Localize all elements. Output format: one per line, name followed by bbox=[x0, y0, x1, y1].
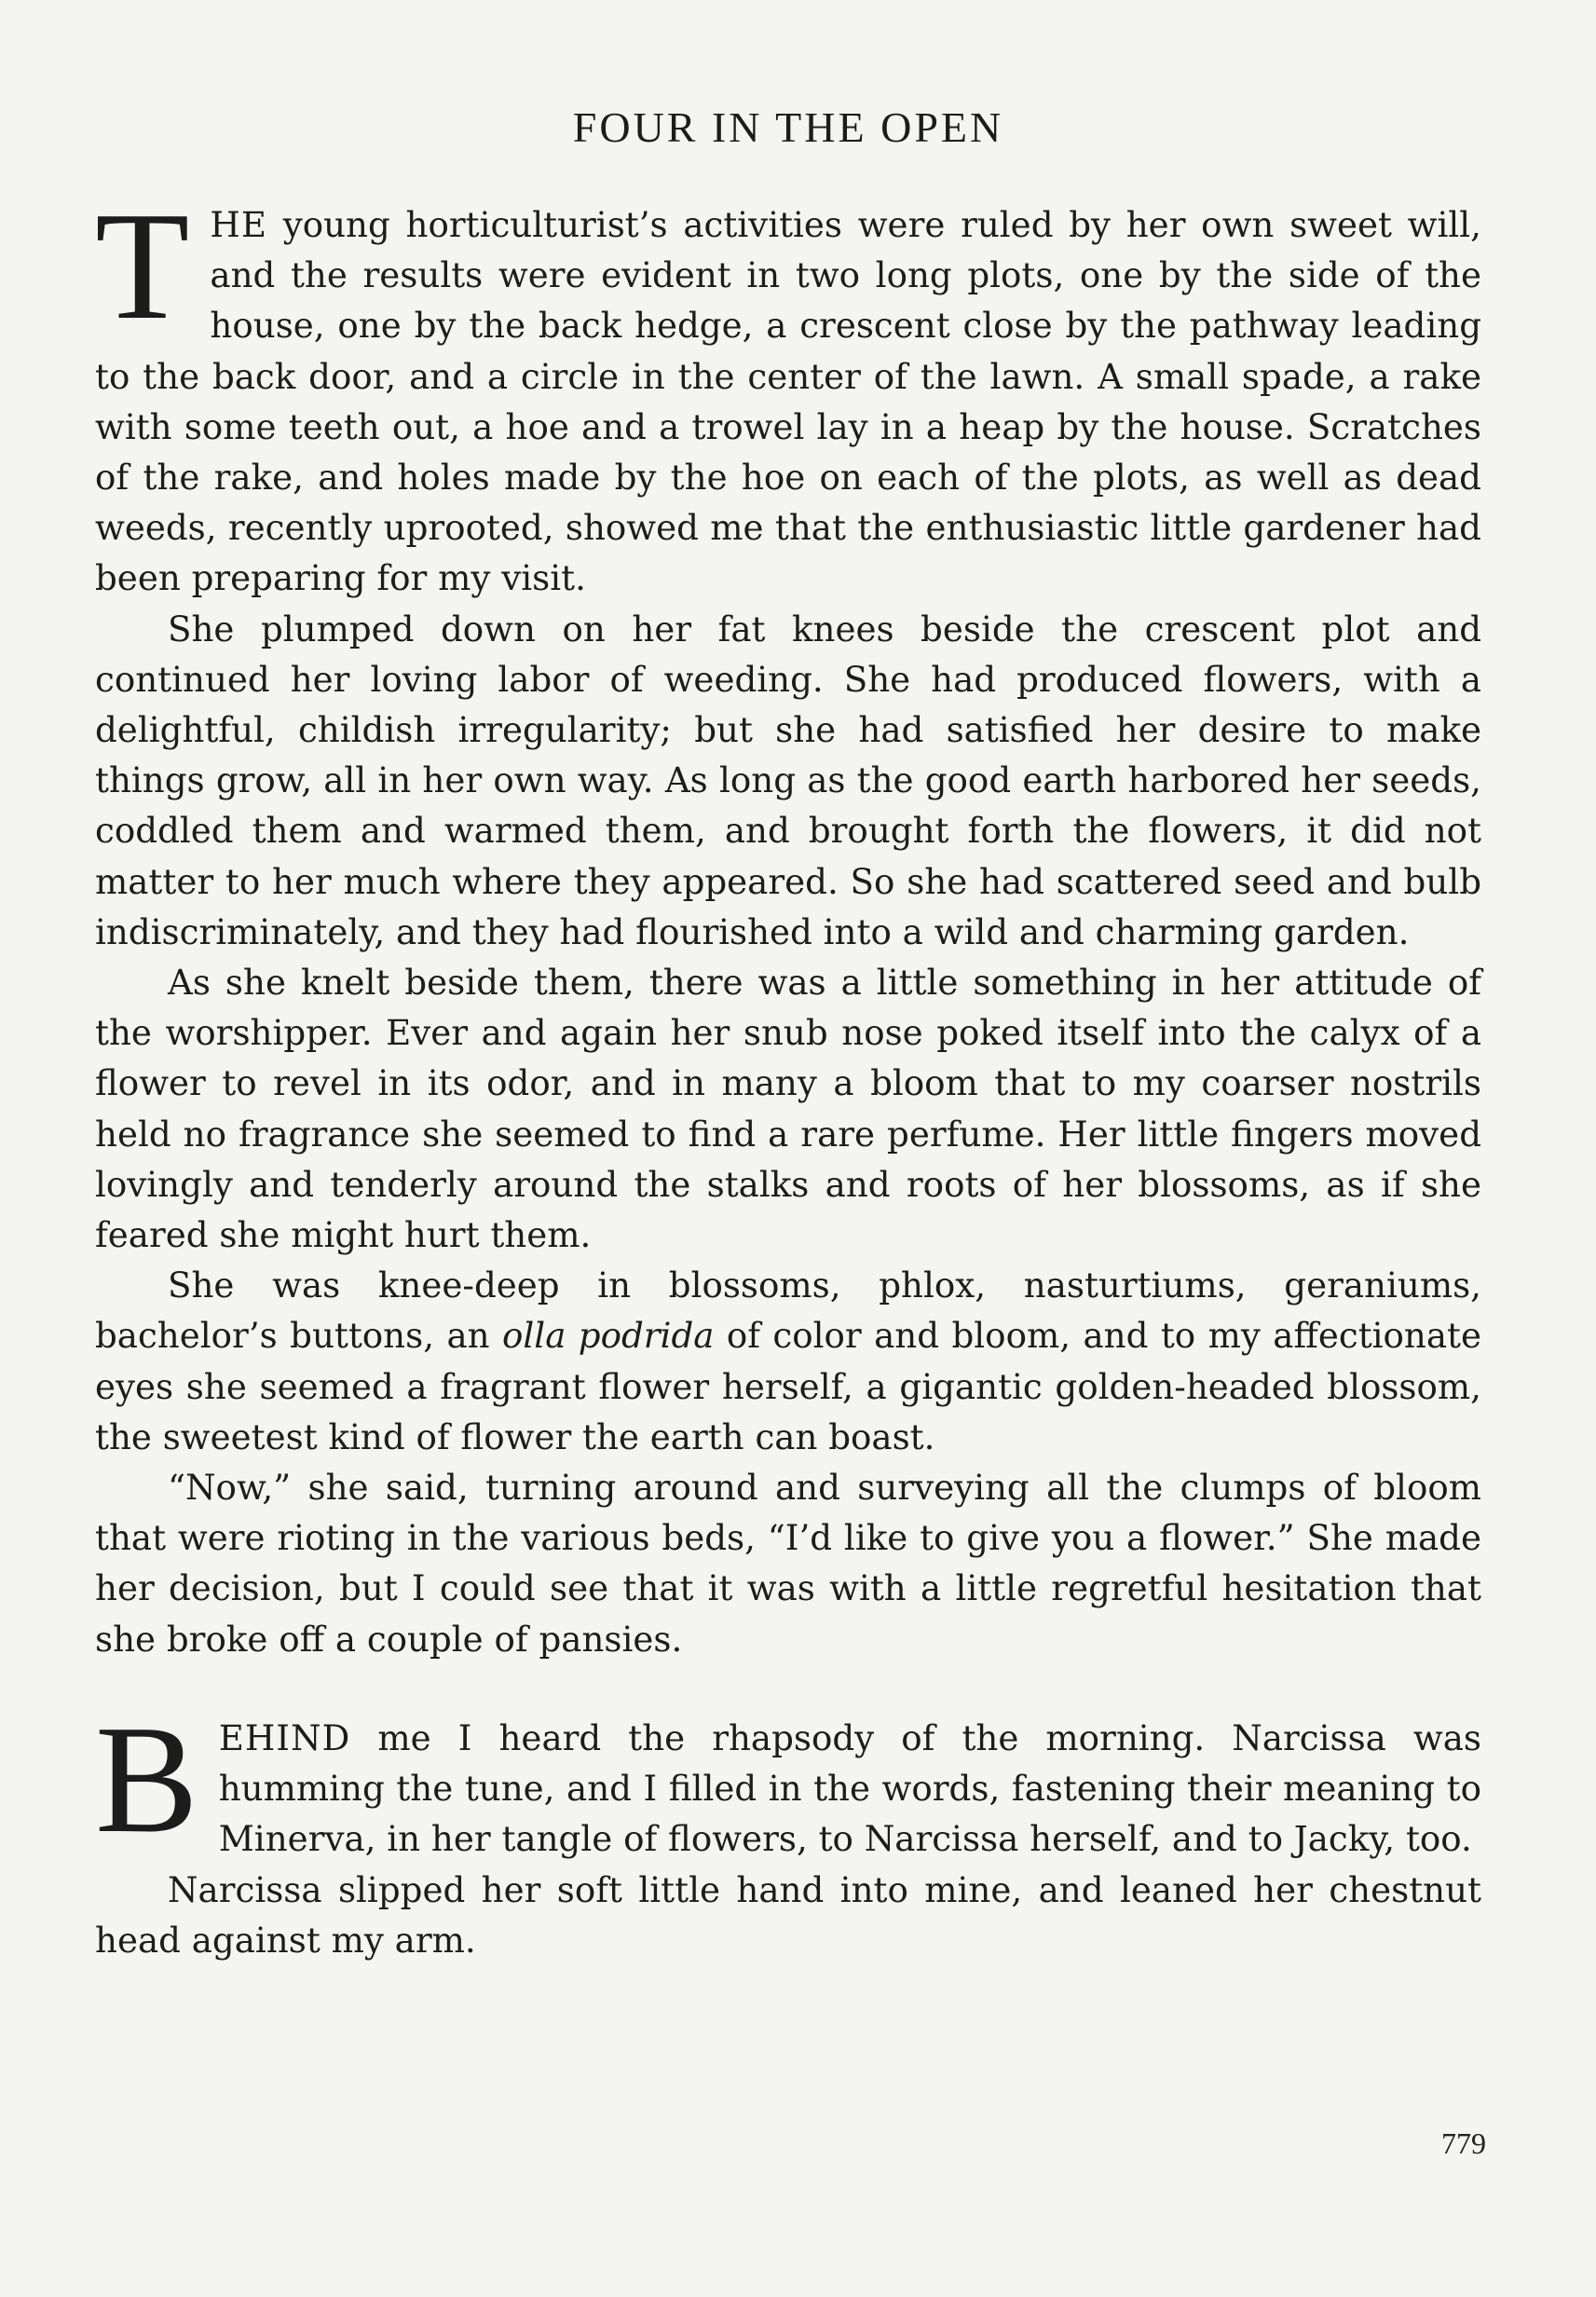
paragraph-7: Narcissa slipped her soft little hand into mine, and leaned her chestnut head against my arm. bbox=[95, 1868, 1481, 1961]
page-number: 779 bbox=[1441, 2126, 1486, 2160]
paragraph-6-text: me I heard the rhapsody of the morning. Narcissa was humming the tune, and I filled in the words, fastening their meaning to Minerva, in her tangle of flowers, to Narcissa herself, and to Jacky, too. bbox=[218, 1716, 1481, 1860]
section-break bbox=[95, 1664, 1481, 1713]
paragraph-6 bbox=[95, 1692, 1481, 1865]
page-title: FOUR IN THE OPEN bbox=[572, 103, 1004, 151]
drop-cap-t: T bbox=[95, 180, 190, 351]
lead-word-2: EHIND bbox=[218, 1716, 351, 1758]
paragraph-2: She plumped down on her fat knees beside the crescent plot and continued her loving labor of weeding. She had produced flowers, with a delightful, childish irregularity; but she had satisfied her desire to make things grow, all in her own way. As long as the good earth harbored her seeds, coddled them and warmed them, and brought forth the flowers, it did not matter to her much where they appeared. So she had scattered seed and bulb indiscriminately, and they had flourished into a wild and charming garden. bbox=[95, 608, 1481, 952]
paragraph-4 bbox=[95, 1260, 1481, 1462]
page-body bbox=[95, 93, 1481, 1965]
paragraph-4-text-b: of color and bloom, and to my affectionate eyes she seemed a fragrant flower herself, a gigantic golden-headed blossom, the sweetest kind of flower the earth can boast. bbox=[95, 1315, 1481, 1457]
lead-word: HE bbox=[210, 204, 267, 245]
paragraph-1 bbox=[95, 180, 1481, 604]
paragraph-3: As she knelt beside them, there was a little something in her attitude of the worshipper. Ever and again her snub nose poked itself into the calyx of a flower to revel in its odor, and in many a bloom that to my coarser nostrils held no fragrance she seemed to find a rare perfume. Her little fingers moved lovingly and tenderly around the stalks and roots of her blossoms, as if she feared she might hurt them. bbox=[95, 962, 1481, 1256]
italic-phrase: olla podrida bbox=[502, 1315, 715, 1357]
drop-cap-b: B bbox=[95, 1692, 198, 1865]
paragraph-5: “Now,” she said, turning around and surveying all the clumps of bloom that were rioting in the various beds, “I’d like to give you a flower.” She made her decision, but I could see that it was with a little regretful hesitation that she broke off a couple of pansies. bbox=[95, 1467, 1481, 1660]
paragraph-4-text-a: She was knee-deep in blossoms, phlox, nasturtiums, geraniums, bachelor’s buttons, an bbox=[95, 1265, 1481, 1357]
paragraph-1-text: young horticulturist’s activities were ruled by her own sweet will, and the results were evident in two long plots, one by the side of the house, one by the back hedge, a crescent close by the pathway leading to the back door, and a circle in the center of the lawn. A small spade, a rake with some teeth out, a hoe and a trowel lay in a heap by the house. Scratches of the rake, and holes made by the hoe on each of the plots, as well as dead weeds, recently uprooted, showed me that the enthusiastic little gardener had been preparing for my visit. bbox=[95, 204, 1481, 599]
